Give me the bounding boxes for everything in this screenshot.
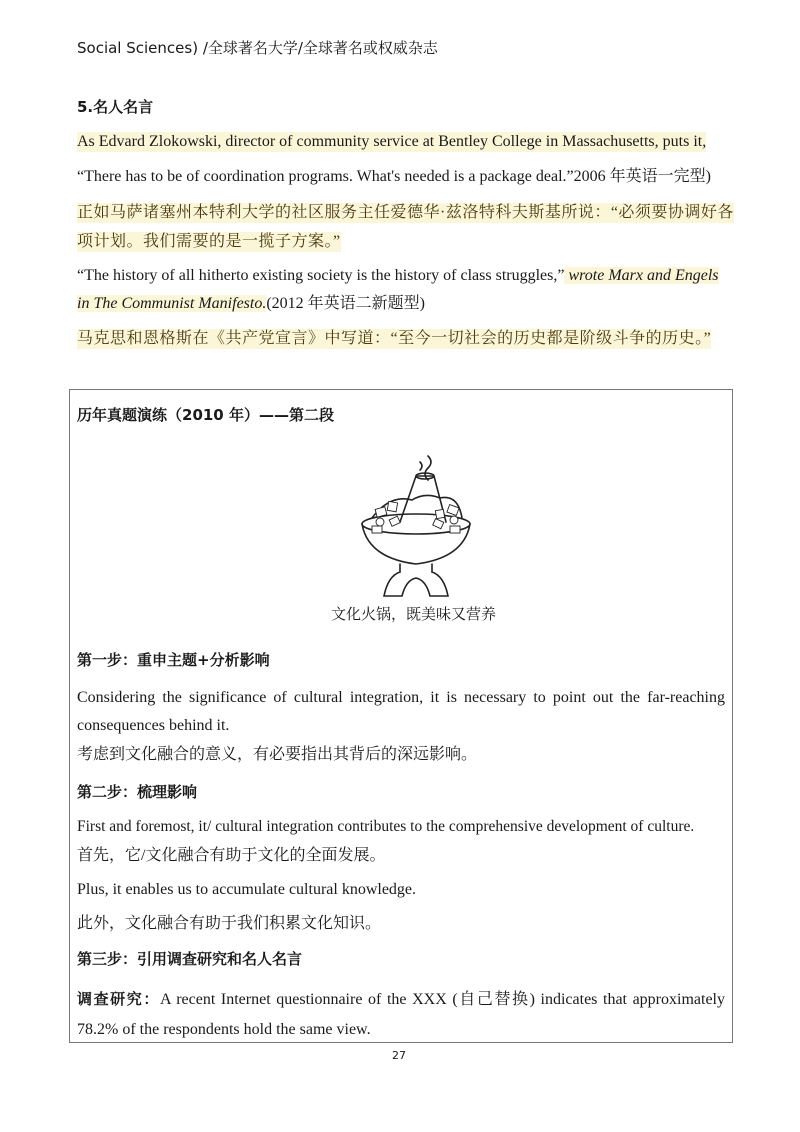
quote2-source-exam: (2012 年英语二新题型)	[266, 295, 426, 312]
image-caption: 文化火锅，既美味又营养	[331, 605, 497, 623]
step2-chinese-1: 首先，它/文化融合有助于文化的全面发展。	[77, 847, 386, 864]
step2-english-1: First and foremost, it/ cultural integration contributes to the comprehensive development of culture.	[77, 818, 695, 835]
quote2-source-work: in The Communist Manifesto.	[77, 295, 267, 312]
quote2-line1	[77, 266, 719, 286]
practice-title: 历年真题演练（2010 年）——第二段	[77, 406, 334, 424]
step1-english: Considering the significance of cultural integration, it is necessary to point out the far-reaching consequences behind it.	[77, 689, 725, 734]
running-header: Social Sciences) /全球著名大学/全球著名或权威杂志	[77, 39, 438, 57]
step3-label: 调查研究：	[77, 990, 160, 1008]
step2-heading: 第二步：梳理影响	[77, 783, 198, 801]
quote1-translation-line2: 项计划。我们需要的是一揽子方案。”	[77, 233, 341, 250]
quote2-translation: 马克思和恩格斯在《共产党宣言》中写道：“至今一切社会的历史都是阶级斗争的历史。”	[77, 330, 712, 347]
quote1-intro: As Edvard Zlokowski, director of community service at Bentley College in Massachusetts, puts it,	[77, 133, 707, 150]
quote2-attribution: wrote Marx and Engels	[564, 267, 719, 284]
quote1-translation-line1: 正如马萨诸塞州本特利大学的社区服务主任爱德华·兹洛特科夫斯基所说：“必须要协调好各	[77, 204, 734, 221]
step3-text: A recent Internet questionnaire of the XXX (自己替换) indicates that approximately 78.2% of the respondents hold the same view.	[77, 991, 725, 1038]
hotpot-illustration	[350, 448, 474, 600]
quote2-text: “The history of all hitherto existing society is the history of class struggles,”	[77, 267, 565, 284]
step2-chinese-2: 此外，文化融合有助于我们积累文化知识。	[77, 915, 382, 932]
section-title: 5.名人名言	[77, 98, 154, 116]
quote2-line2	[77, 294, 425, 314]
quote1-text: “There has to be of coordination programs. What's needed is a package deal.”2006 年英语一完型)	[77, 168, 711, 185]
step3-heading: 第三步：引用调查研究和名人名言	[77, 950, 303, 968]
step1-chinese: 考虑到文化融合的意义，有必要指出其背后的深远影响。	[77, 746, 478, 763]
step2-english-2: Plus, it enables us to accumulate cultural knowledge.	[77, 881, 417, 898]
page-number: 27	[392, 1049, 406, 1062]
step3-paragraph	[77, 984, 725, 1045]
step1-heading: 第一步：重申主题+分析影响	[77, 651, 270, 669]
